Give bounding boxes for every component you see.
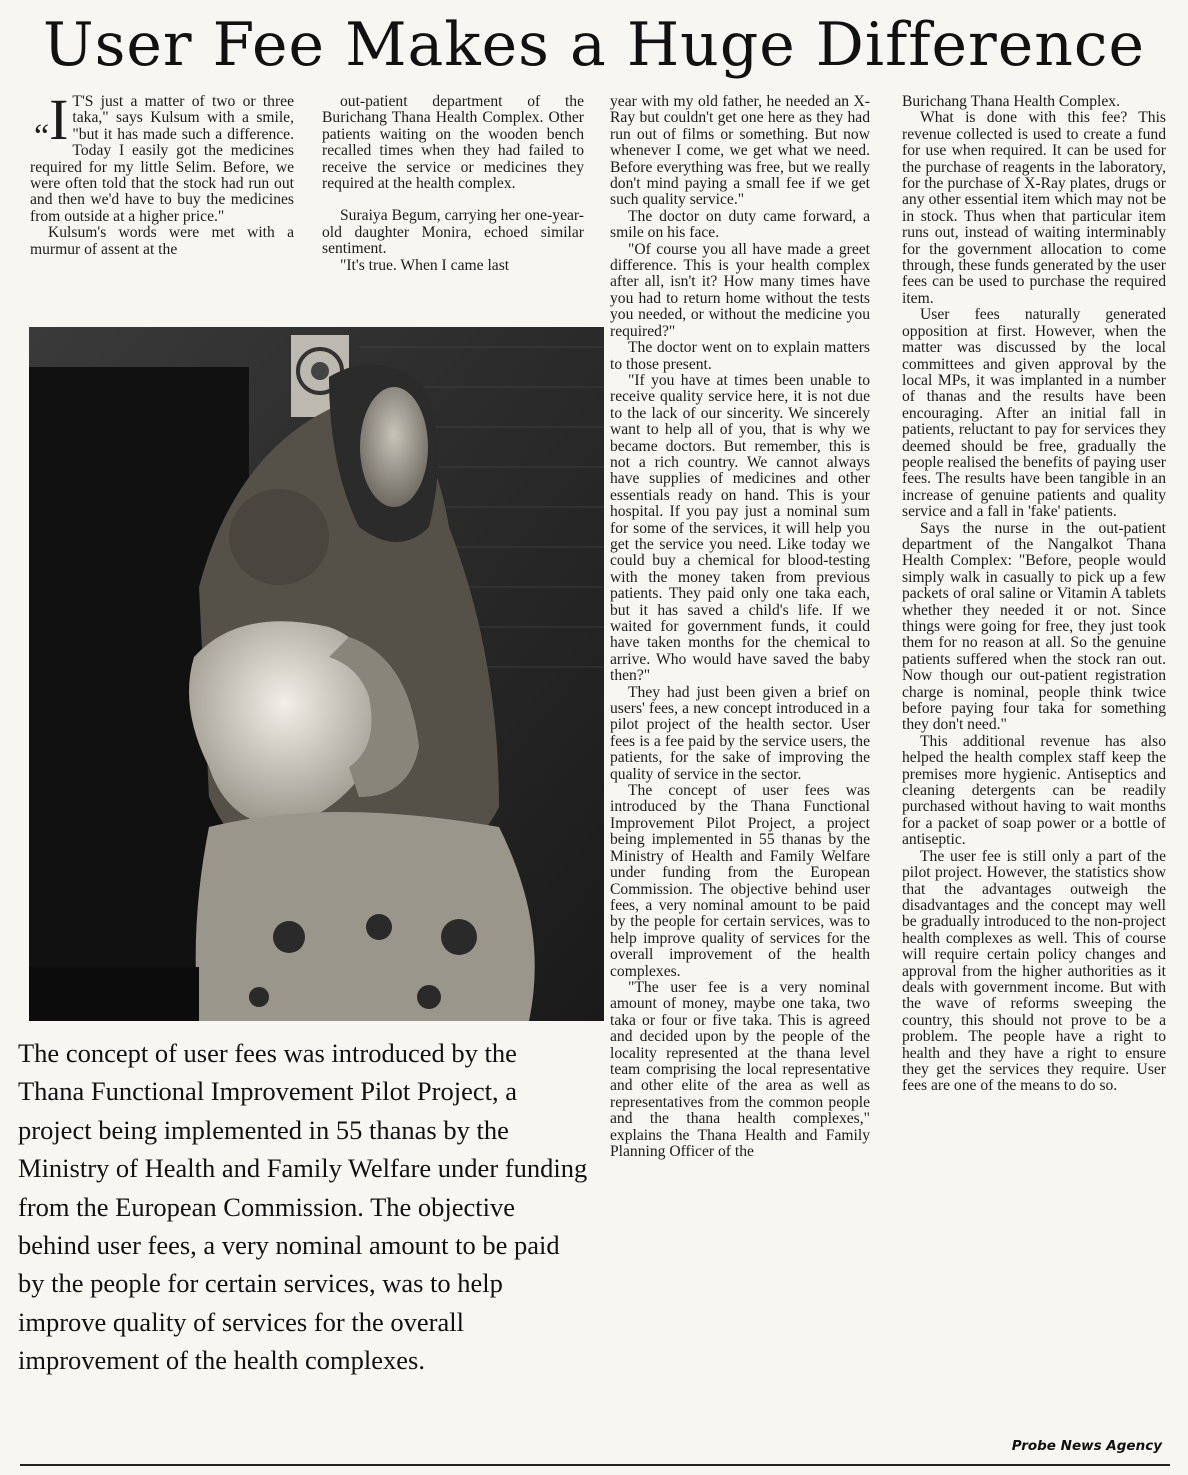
- news-photo-mother-and-child: [29, 327, 604, 1021]
- paragraph: Suraiya Begum, carrying her one-year-old daughter Monira, echoed similar sentiment.: [322, 207, 584, 258]
- paragraph: What is done with this fee? This revenue collected is used to create a fund for use when required. It can be used for the purchase of reagents in the laboratory, for the purchase of X-Ray plates, drugs or any other essential item which may not be in stock. Thus when that particular item runs out, instead of waiting interminably for the government allocation to come through, these funds generated by the user fees can be used to purchase the required item.: [902, 109, 1166, 307]
- bottom-rule: [20, 1464, 1170, 1466]
- paragraph: "It's true. When I came last: [340, 256, 510, 274]
- paragraph: Burichang Thana Health Complex.: [902, 94, 1120, 110]
- paragraph: "If you have at times been unable to receive quality service here, it is not due to the lack of our sincerity. We sincerely want to help all of you, that is why we became doctors. But remember, this is not a rich country. We cannot always have supplies of medicines and other essentials ready on hand. This is your hospital. If you pay just a nominal sum for some of the services, it will help you get the service you need. Like today we could buy a chemical for blood-testing with the money taken from previous patients. They paid only one taka each, but it has saved a child's life. If we waited for government funds, it could have taken months for the chemical to arrive. Who would have saved the baby then?": [610, 371, 870, 685]
- paragraph: "The user fee is a very nominal amount of money, maybe one taka, two taka or four or five taka. This is agreed and decided upon by the people of the locality represented at the thana level team comprising the local representative and other elite of the area as well as representatives from the common people and the thana health complexes," explains the Thana Health and Family Planning Officer of the: [610, 978, 870, 1160]
- paragraph: User fees naturally generated opposition at first. However, when the matter was discussed by the local committees and given approval by the local MPs, it was implanted in a number of thanas and the results have been encouraging. After an initial fall in patients, reluctant to pay for services they deemed should be free, gradually the people realised the benefits of paying user fees. The results have been tangible in an increase of genuine patients and quality service and a fall in 'fake' patients.: [902, 306, 1166, 521]
- drop-cap: [34, 94, 72, 155]
- photo-illustration: [29, 327, 604, 1021]
- paragraph: Kulsum's words were met with a murmur of assent at the: [30, 224, 294, 258]
- article-column-4: [902, 94, 1166, 1439]
- article-column-1: [30, 94, 294, 312]
- paragraph: out-patient department of the Burichang Thana Health Complex. Other patients waiting on the wooden bench recalled times when they had failed to receive the service or medicines they required at the health complex.: [322, 94, 584, 193]
- paragraph: This additional revenue has also helped the health complex staff keep the premises more hygienic. Antiseptics and cleaning detergents can be readily purchased without having to wait months for a packet of soap power or a bottle of antiseptic.: [902, 732, 1166, 849]
- paragraph: They had just been given a brief on users' fees, a new concept introduced in a pilot project of the health sector. User fees is a fee paid by the service users, the patients, for the sake of improving the quality of service in the sector.: [610, 683, 870, 783]
- pull-quote: The concept of user fees was introduced by the Thana Functional Improvement Pilot Project, a project being implemented in 55 thanas by the Ministry of Health and Family Welfare under funding from the European Commission. The objective behind user fees, a very nominal amount to be paid by the people for certain services, was to help improve quality of services for the overall improvement of the health complexes.: [18, 1038, 588, 1376]
- paragraph: The concept of user fees was introduced by the Thana Functional Improvement Pilot Project, a project being implemented in 55 thanas by the Ministry of Health and Family Welfare under funding from the European Commission. The objective behind user fees, a very nominal amount to be paid by the people for certain services, was to help improve quality of services for the overall improvement of the health complexes.: [610, 782, 870, 980]
- paragraph: The doctor went on to explain matters to those present.: [610, 339, 870, 373]
- article-column-3: [610, 94, 870, 1456]
- drop-cap-letter: I: [49, 94, 69, 152]
- paragraph: The user fee is still only a part of the pilot project. However, the statistics show that the advantages outweigh the disadvantages and the concept may well be gradually introduced to the non-project health complexes as well. This of course will require certain policy changes and approval from the higher authorities as it deals with government income. But with the wave of reforms sweeping the country, this should not prove to be a problem. The people have a right to health and they have a right to ensure they get the services they require. User fees are one of the means to do so.: [902, 847, 1166, 1095]
- paragraph: year with my old father, he needed an X-Ray but couldn't get one here as they had run out of films or something. But now whenever I come, we get what we need. Before everything was free, but we really don't mind paying a small fee if we get such quality service.": [610, 94, 870, 209]
- article-column-2: [322, 94, 584, 312]
- paragraph: The doctor on duty came forward, a smile on his face.: [610, 207, 870, 242]
- opening-quote-mark: “: [34, 118, 50, 155]
- headline: User Fee Makes a Huge Difference: [43, 10, 1145, 80]
- paragraph: Says the nurse in the out-patient department of the Nangalkot Thana Health Complex: "Before, people would simply walk in casually to pick up a few packets of oral saline or Vitamin A tablets whether they needed it or not. Since things were going for free, they just took them for no reason at all. So the genuine patients suffered when the stock ran out. Now though our out-patient registration charge is nominal, people think twice before paying four taka for something they don't need.": [902, 519, 1166, 734]
- byline-credit: Probe News Agency: [1011, 1438, 1162, 1454]
- paragraph: "Of course you all have made a greet difference. This is your health complex after all, isn't it? How many times have you had to return home without the tests you needed, or without the medicine you required?": [610, 240, 870, 340]
- opening-paragraph-text: T'S just a matter of two or three taka," says Kulsum with a smile, "but it has made such a difference. Today I easily got the medicines required for my little Selim. Before, we were often told that the stock had run out and then we'd have to buy the medicines from outside at a higher price.": [30, 94, 294, 225]
- opening-paragraph: [30, 94, 294, 225]
